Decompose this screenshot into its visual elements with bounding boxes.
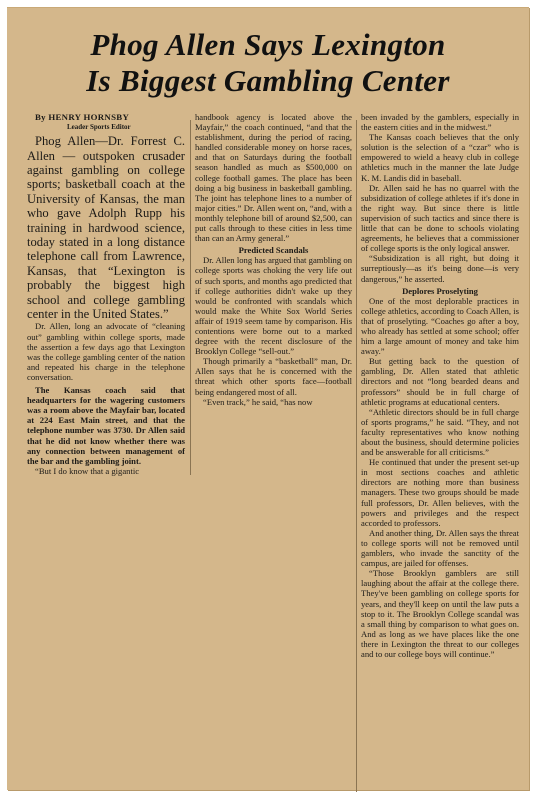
article-column-3 bbox=[361, 112, 519, 659]
paragraph: “But I do know that a gigantic bbox=[35, 465, 140, 476]
subhead-predicted-scandals: Predicted Scandals bbox=[238, 245, 309, 256]
bold-paragraph: The Kansas coach said that headquarters for the wagering customers was a room above the Mayfair bar, located at 224 East Main street, and that the telephone number was 3730. Dr Allen said that he did not know whether there was any connection between management of the bar and the gambling joint. bbox=[27, 385, 185, 466]
paragraph: The Kansas coach believes that the only solution is the selection of a “czar” who is empowered to wield a heavy club in college athletics much in the manner the late Judge K. M. Landis did in baseball. bbox=[361, 132, 519, 183]
byline-author: By HENRY HORNSBY bbox=[35, 112, 130, 122]
paragraph: been invaded by the gamblers, especially in the eastern cities and in the midwest.” bbox=[361, 112, 519, 133]
column-rule-2 bbox=[356, 120, 357, 792]
newspaper-clipping bbox=[7, 7, 529, 790]
lead-paragraph: Phog Allen—Dr. Forrest C. Allen — outspoken crusader against gambling on college sports; basketball coach at the University of Kansas, the man who gave Adolph Rupp his training in hardwood science, today stated in a long distance telephone call from Lawrence, Kansas, that “Lexington is probably the biggest high school and college gambling center in the United States.” bbox=[27, 134, 185, 322]
paragraph: handbook agency is located above the Mayfair,” the coach continued, “and that the establishment, during the period of racing, handled considerable money on horse races, and that on Saturdays during the football season handled as much as $500,000 on college football games. The place has been doing a big business in basketball gambling. The joint has telephone lines to a number of major cities.” Dr. Allen went on, “and, with a monthly telephone bill of around $2,500, can put calls through to these cities in less time than can an Army general.” bbox=[195, 112, 352, 244]
article-column-2 bbox=[195, 112, 352, 407]
headline-line-1: Phog Allen Says Lexington bbox=[90, 27, 446, 62]
headline-line-2: Is Biggest Gambling Center bbox=[86, 63, 450, 98]
paragraph: Though primarily a “basketball” man, Dr. Allen says that he is concerned with the threat which other sports face—football being endangered most of all. bbox=[195, 356, 352, 397]
paragraph: Dr. Allen, long an advocate of “cleaning out” gambling within college sports, made the assertion a few days ago that Lexington was the college gambling center of the nation and repeated his charge in the telephone conversation. bbox=[27, 321, 185, 382]
byline-role: Leader Sports Editor bbox=[67, 123, 131, 132]
paragraph: And another thing, Dr. Allen says the threat to college sports will not be removed until gamblers, who invade the sanctity of the campus, are jailed for offenses. bbox=[361, 527, 519, 569]
subhead-deplores-proselyting: Deplores Proselyting bbox=[402, 285, 478, 296]
paragraph: He continued that under the present set-up in most sections coaches and athletic directors are nothing more than business managers. These two groups should be made full professors, Dr. Allen believes, with the powers and privileges and the respect accorded to professors. bbox=[361, 457, 519, 528]
paragraph: But getting back to the question of gambling, Dr. Allen stated that athletic directors and not “long bearded deans and professors” should be in full charge of athletic programs at educational centers. bbox=[361, 356, 519, 407]
paragraph: Dr. Allen long has argued that gambling on college sports was choking the very life out of such sports, and months ago predicted that if college authorities didn't wake up they would be confronted with scandals which would make the White Sox World Series affair of 1919 seem tame by comparison. His contentions were borne out to a marked degree with the recent disclosure of the Brooklyn College “sell-out.” bbox=[195, 255, 352, 357]
column-rule-1 bbox=[190, 120, 191, 475]
paragraph: One of the most deplorable practices in college athletics, according to Coach Allen, is that of proselyting. “Coaches go after a boy, who already has settled at some school; offer him a large amount of money and take him away.” bbox=[361, 295, 519, 357]
paragraph: “Athletic directors should be in full charge of sports programs,” he said. “They, and not faculty representatives who know nothing about the business, should determine policies and be answerable for all criticisms.” bbox=[361, 406, 519, 458]
paragraph: Dr. Allen said he has no quarrel with the subsidization of college athletes if it's done in the right way. But since there is little supervision of such tactics and since there is little that can be done to schools violating agreements, he believes that a commissioner of college sports is the only logical answer. bbox=[361, 182, 519, 254]
paragraph: “Subsidization is all right, but doing it surreptiously—as it's being done—is very dangerous,” he asserted. bbox=[361, 253, 519, 284]
paragraph: “Those Brooklyn gamblers are still laughing about the affair at the college there. They've been gambling on college sports for years, and they'll keep on until the law puts a stop to it. The Brooklyn College scandal was a small thing by comparison to what goes on. And as long as we have places like the one there in Lexington the threat to our colleges and to our college boys will continue.” bbox=[361, 568, 519, 659]
paragraph: “Even track,” he said, “has now bbox=[203, 396, 313, 407]
article-column-1 bbox=[27, 112, 185, 476]
